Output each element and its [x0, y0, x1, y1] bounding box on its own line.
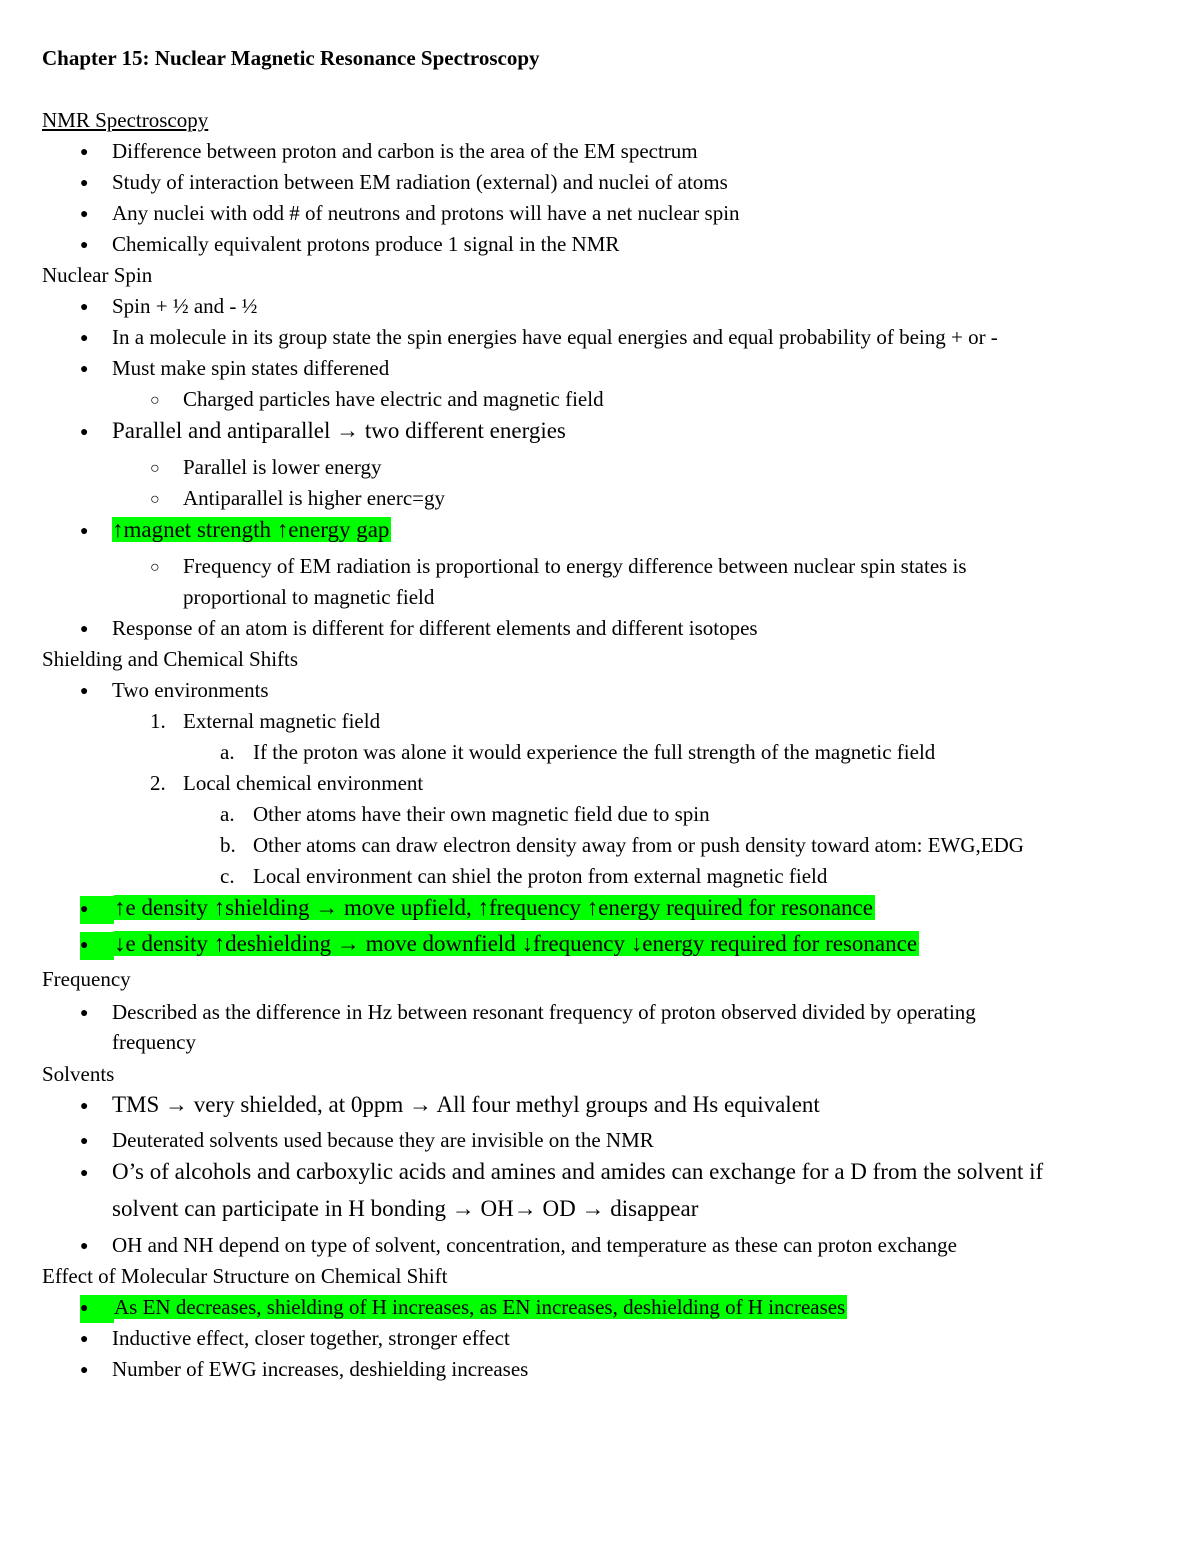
list-item: ● Any nuclei with odd # of neutrons and protons will have a net nuclear spin [80, 199, 740, 229]
list-item-highlighted: ● ↑magnet strength ↑energy gap [80, 516, 391, 546]
list-item: ● Chemically equivalent protons produce 1 signal in the NMR [80, 230, 619, 260]
list-item: ● OH and NH depend on type of solvent, concentration, and temperature as these can proton exchange [80, 1231, 957, 1261]
bullet-icon: ● [80, 896, 114, 924]
bullet-icon: ● [80, 1363, 89, 1378]
bullet-icon: ● [80, 524, 89, 539]
lettered-item: a. If the proton was alone it would experience the full strength of the magnetic field [220, 740, 936, 764]
section-heading-frequency: Frequency [42, 967, 131, 991]
section-heading-shielding: Shielding and Chemical Shifts [42, 647, 299, 671]
bullet-icon: ● [80, 207, 89, 222]
list-item: ● TMS → very shielded, at 0ppm → All four methyl groups and Hs equivalent [80, 1091, 820, 1121]
numbered-item: 2. Local chemical environment [150, 771, 424, 795]
lettered-item: a. Other atoms have their own magnetic field due to spin [220, 802, 710, 826]
bullet-icon: ● [80, 331, 89, 346]
bullet-icon: ● [80, 1166, 89, 1181]
circle-bullet-icon: ○ [150, 392, 160, 409]
list-item: ● Deuterated solvents used because they are invisible on the NMR [80, 1126, 654, 1156]
list-item: ● Inductive effect, closer together, stronger effect [80, 1324, 510, 1354]
list-item: ● O’s of alcohols and carboxylic acids and amines and amides can exchange for a D from the solvent if [80, 1158, 1043, 1188]
section-heading-nmr: NMR Spectroscopy [42, 108, 209, 132]
bullet-icon: ● [80, 932, 114, 960]
list-item: ● Difference between proton and carbon is the area of the EM spectrum [80, 137, 698, 167]
list-item-highlighted: ● ↑e density ↑shielding → move upfield, ↑frequency ↑energy required for resonance [80, 894, 875, 924]
circle-bullet-icon: ○ [150, 559, 160, 576]
bullet-icon: ● [80, 1295, 114, 1323]
lettered-item: b. Other atoms can draw electron density away from or push density toward atom: EWG,EDG [220, 833, 1024, 857]
bullet-icon: ● [80, 238, 89, 253]
circle-bullet-icon: ○ [150, 491, 160, 508]
bullet-icon: ● [80, 1134, 89, 1149]
list-item-continuation: frequency [112, 1030, 196, 1054]
bullet-icon: ● [80, 1006, 89, 1021]
sub-list-item: ○ Antiparallel is higher enerc=gy [150, 484, 445, 514]
sub-list-item: ○ Charged particles have electric and magnetic field [150, 385, 604, 415]
bullet-icon: ● [80, 1239, 89, 1254]
bullet-icon: ● [80, 684, 89, 699]
bullet-icon: ● [80, 1099, 89, 1114]
section-heading-molecular-structure: Effect of Molecular Structure on Chemical Shift [42, 1264, 448, 1288]
bullet-icon: ● [80, 622, 89, 637]
list-item-highlighted: ● As EN decreases, shielding of H increases, as EN increases, deshielding of H increases [80, 1293, 847, 1323]
sub-list-item: ○ Frequency of EM radiation is proportional to energy difference between nuclear spin states is [150, 552, 967, 582]
numbered-item: 1. External magnetic field [150, 709, 381, 733]
list-item: ● Described as the difference in Hz between resonant frequency of proton observed divided by operating [80, 998, 976, 1028]
sub-list-item: ○ Parallel is lower energy [150, 453, 381, 483]
lettered-item: c. Local environment can shiel the proton from external magnetic field [220, 864, 828, 888]
bullet-icon: ● [80, 300, 89, 315]
bullet-icon: ● [80, 145, 89, 160]
list-item-highlighted: ● ↓e density ↑deshielding → move downfield ↓frequency ↓energy required for resonance [80, 930, 919, 960]
list-item-continuation: solvent can participate in H bonding → OH→ OD → disappear [112, 1196, 699, 1221]
page-title: Chapter 15: Nuclear Magnetic Resonance Spectroscopy [42, 46, 540, 70]
list-item: ● Must make spin states differened [80, 354, 389, 384]
list-item: ● Response of an atom is different for different elements and different isotopes [80, 614, 758, 644]
section-heading-nuclear-spin: Nuclear Spin [42, 263, 153, 287]
sub-list-item-continuation: proportional to magnetic field [183, 585, 435, 609]
list-item: ● In a molecule in its group state the spin energies have equal energies and equal probability of being + or - [80, 323, 998, 353]
bullet-icon: ● [80, 425, 89, 440]
list-item: ● Number of EWG increases, deshielding increases [80, 1355, 528, 1385]
bullet-icon: ● [80, 1332, 89, 1347]
circle-bullet-icon: ○ [150, 460, 160, 477]
bullet-icon: ● [80, 176, 89, 191]
section-heading-solvents: Solvents [42, 1062, 115, 1086]
list-item: ● Two environments [80, 676, 269, 706]
list-item: ● Spin + ½ and - ½ [80, 292, 257, 322]
list-item: ● Study of interaction between EM radiation (external) and nuclei of atoms [80, 168, 728, 198]
list-item: ● Parallel and antiparallel → two different energies [80, 417, 566, 447]
bullet-icon: ● [80, 362, 89, 377]
